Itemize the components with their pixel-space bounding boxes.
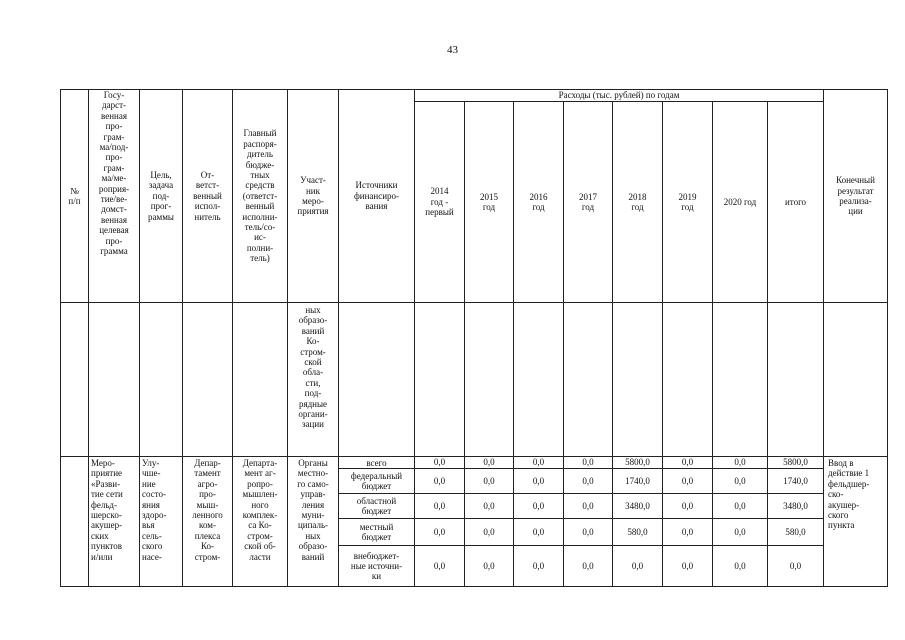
header-result: Конечный результат реализа- ции [836, 175, 875, 217]
funding-year-value: 0,0 [532, 500, 545, 511]
funding-total-value: 1740,0 [783, 475, 808, 486]
funding-year-value: 580,0 [627, 526, 648, 537]
row-responsible: Депар- тамент агро- про- мыш- ленного ком- плекса Ко- стром- [192, 458, 223, 562]
funding-year-value: 0,0 [734, 475, 746, 486]
funding-year-value: 0,0 [582, 457, 594, 468]
header-year-2018: 2018 год [628, 191, 647, 212]
funding-year-value: 0,0 [681, 526, 694, 537]
funding-year-value: 0,0 [483, 475, 495, 486]
header-program: Госу- дарст- венная про- грам- ма/под- про- грам- ма/ме- роприя- тие/ве- домст- венная целевая про- грамма [98, 90, 130, 257]
funding-year-value: 5800,0 [625, 457, 650, 468]
funding-year-value: 0,0 [433, 475, 446, 486]
funding-source: внебюджет- ные источни- ки [350, 551, 403, 581]
funding-year-value: 0,0 [734, 560, 746, 571]
funding-total-value: 0,0 [789, 560, 802, 571]
continuation-participant: ных образо- ваний Ко- стром- ской обла- сти, под- рядные органи- зации [298, 305, 328, 430]
funding-year-value: 0,0 [734, 526, 746, 537]
funding-year-value: 0,0 [483, 526, 495, 537]
table-bottom-border [60, 586, 887, 587]
header-budget-manager: Главный распоря- дитель бюдже- тных средств (ответст- венный исполни- тель/со- ис- полни- тель) [242, 128, 278, 264]
funding-source: федеральный бюджет [350, 471, 403, 491]
funding-year-value: 0,0 [582, 475, 594, 486]
header-goal: Цель, задача под- прог- раммы [148, 169, 174, 222]
header-sources: Источники финансиро- вания [353, 180, 400, 212]
funding-year-value: 0,0 [483, 500, 495, 511]
page-number: 43 [447, 44, 458, 56]
header-year-2016: 2016 год [529, 191, 548, 212]
header-number: № п/п [68, 185, 81, 206]
funding-source: всего [366, 457, 387, 468]
funding-year-value: 0,0 [483, 560, 495, 571]
funding-year-value: 0,0 [734, 500, 746, 511]
row-goal: Улу- чше- ние состо- яния здоро- вья сель- ского насе- [142, 458, 167, 562]
funding-year-value: 0,0 [734, 457, 746, 468]
funding-source: областной бюджет [356, 496, 397, 516]
row-participant: Органы местно- го само- управ- ления муни- ципаль- ных образо- ваний [297, 458, 329, 562]
funding-year-value: 0,0 [681, 500, 694, 511]
funding-year-value: 0,0 [433, 560, 446, 571]
header-total: итого [784, 196, 807, 207]
funding-year-value: 0,0 [532, 475, 545, 486]
funding-year-value: 0,0 [582, 560, 594, 571]
header-year-2019: 2019 год [678, 191, 697, 212]
col-border-16 [887, 89, 888, 587]
funding-year-value: 0,0 [433, 500, 446, 511]
funding-year-value: 0,0 [433, 526, 446, 537]
funding-year-value: 0,0 [582, 500, 594, 511]
funding-total-value: 3480,0 [783, 500, 808, 511]
funding-year-value: 0,0 [532, 560, 545, 571]
row-budget-manager: Департа- мент аг- ропро- мышлен- ного комплек- са Ко- стром- ской об- ласти [242, 458, 278, 562]
header-bottom-border [60, 302, 887, 303]
funding-year-value: 0,0 [532, 457, 545, 468]
header-year-2017: 2017 год [579, 191, 597, 212]
funding-year-value: 0,0 [681, 475, 694, 486]
header-year-2020: 2020 год [723, 196, 757, 207]
funding-year-value: 0,0 [483, 457, 495, 468]
funding-year-value: 0,0 [681, 560, 694, 571]
funding-year-value: 1740,0 [625, 475, 650, 486]
header-participant: Участ- ник меро- приятия [297, 175, 329, 217]
funding-year-value: 0,0 [433, 457, 446, 468]
header-responsible: От- ветст- венный испол- нитель [193, 169, 222, 222]
row-program: Меро- приятие «Разви- тие сети фельд- шерско- акушер- ских пунктов и/или [91, 458, 123, 562]
funding-year-value: 0,0 [532, 526, 545, 537]
funding-year-value: 0,0 [582, 526, 594, 537]
header-year-2015: 2015 год [480, 191, 498, 212]
header-expenses: Расходы (тыс. рублей) по годам [558, 89, 680, 100]
funding-total-value: 580,0 [785, 526, 806, 537]
funding-total-value: 5800,0 [783, 457, 808, 468]
funding-year-value: 0,0 [631, 560, 644, 571]
header-year-2014: 2014 год - первый [425, 186, 454, 218]
row-result: Ввод в действие 1 фельдшер- ско- акушер- ского пункта [828, 458, 870, 531]
funding-year-value: 3480,0 [625, 500, 650, 511]
funding-year-value: 0,0 [681, 457, 694, 468]
funding-source: местный бюджет [359, 522, 394, 542]
